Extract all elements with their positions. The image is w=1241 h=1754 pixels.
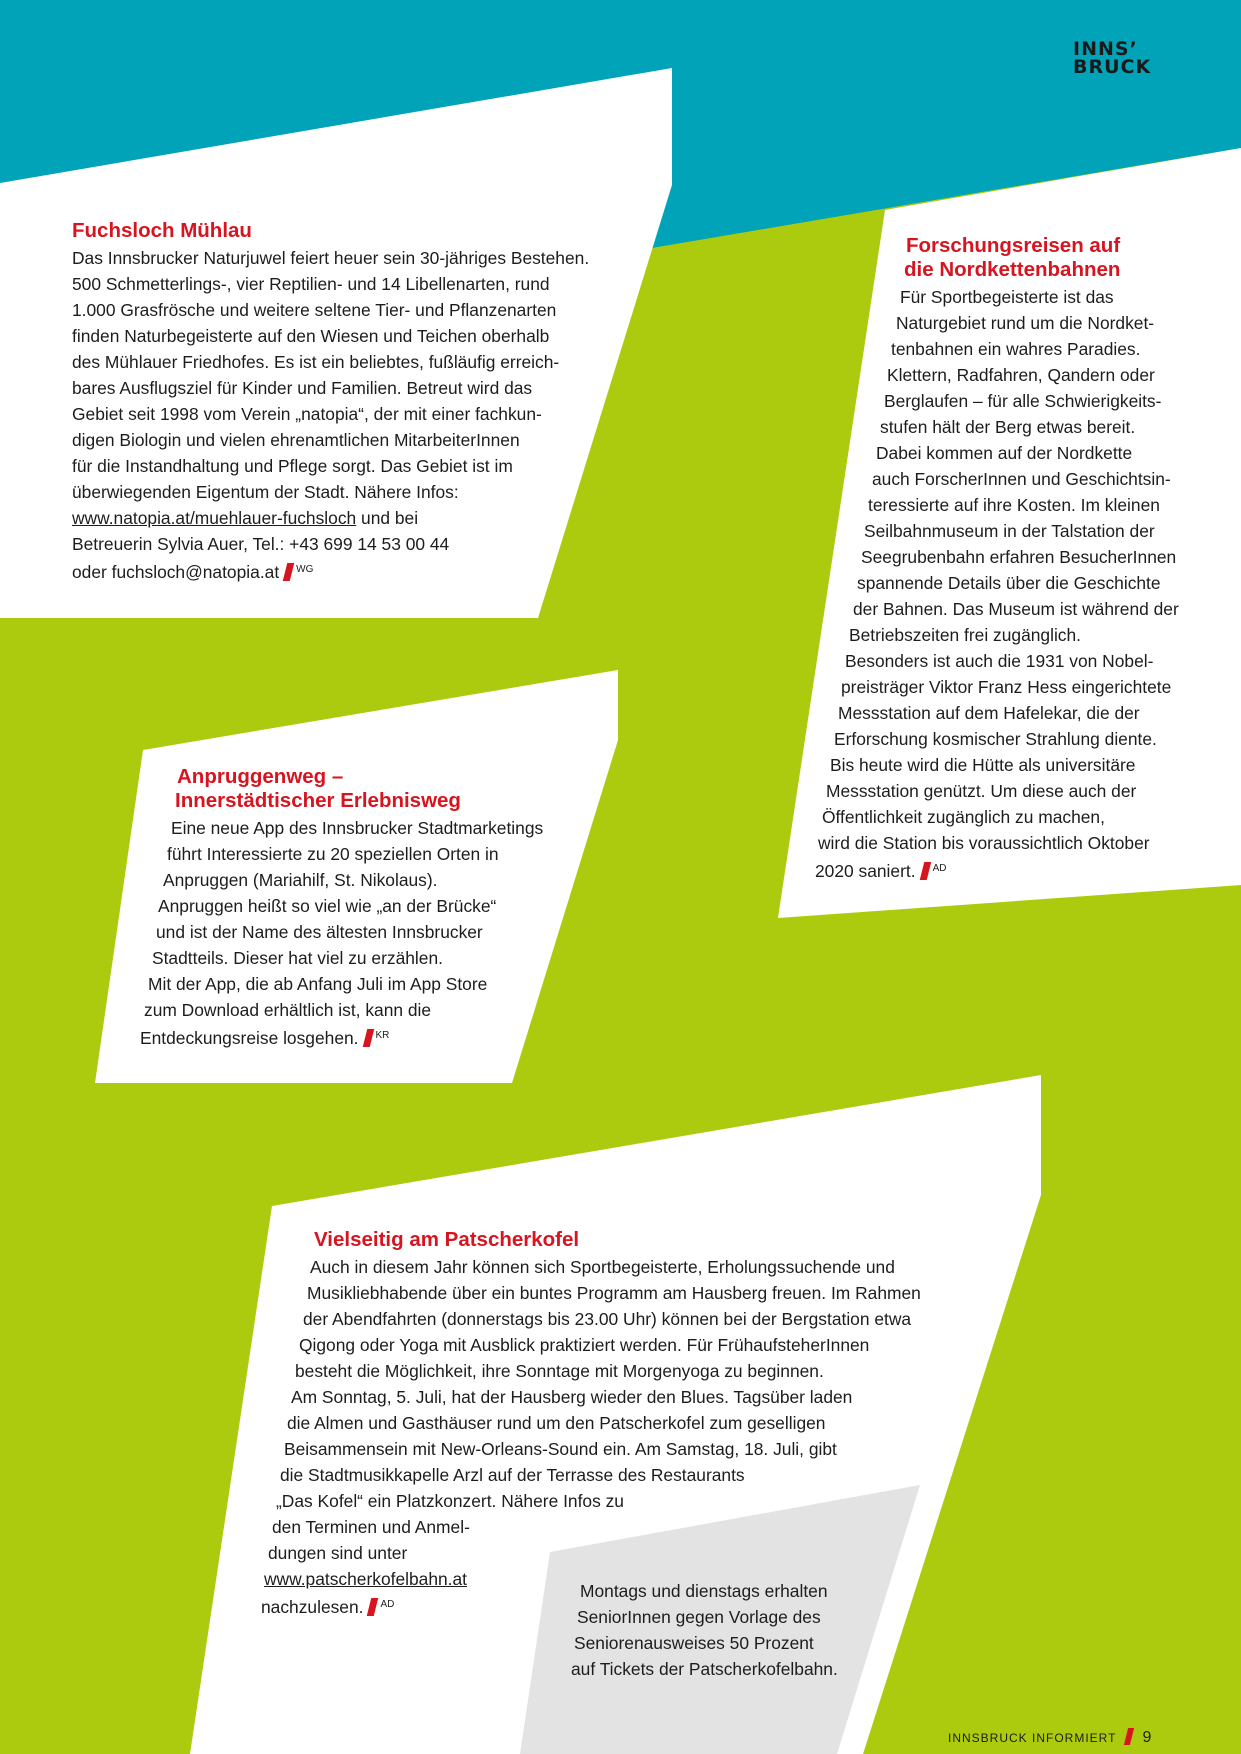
- author-signature: AD: [932, 863, 947, 874]
- article-last-line: [140, 1023, 700, 1051]
- article-line: bares Ausflugsziel für Kinder und Familien. Betreut wird das: [72, 378, 533, 398]
- logo-line-1: INNS’: [1073, 38, 1138, 60]
- article-line: überwiegenden Eigentum der Stadt. Nähere Infos:: [72, 482, 459, 502]
- article-line: Besonders ist auch die 1931 von Nobel-: [845, 651, 1154, 671]
- article-line: Dabei kommen auf der Nordkette: [876, 443, 1133, 463]
- article-line: Öffentlichkeit zugänglich zu machen,: [822, 807, 1105, 827]
- infobox-line: Montags und dienstags erhalten: [580, 1581, 828, 1601]
- article-line: Gebiet seit 1998 vom Verein „natopia“, der mit einer fachkun-: [72, 404, 542, 424]
- article-line: Auch in diesem Jahr können sich Sportbegeisterte, Erholungssuchende und: [310, 1257, 895, 1277]
- article-line: Am Sonntag, 5. Juli, hat der Hausberg wieder den Blues. Tagsüber laden: [291, 1387, 853, 1407]
- article-title: Fuchsloch Mühlau: [72, 219, 252, 242]
- infobox-line: auf Tickets der Patscherkofelbahn.: [571, 1659, 838, 1679]
- innsbruck-logo: [1073, 40, 1151, 76]
- article-line: Messstation genützt. Um diese auch der: [826, 781, 1137, 801]
- natopia-link[interactable]: www.natopia.at/muehlauer-fuchsloch: [72, 508, 357, 528]
- article-line: Naturgebiet rund um die Nordket-: [896, 313, 1155, 333]
- article-line: Musikliebhabende über ein buntes Programm am Hausberg freuen. Im Rahmen: [307, 1283, 921, 1303]
- article-line: Betriebszeiten frei zugänglich.: [849, 625, 1082, 645]
- article-line: Seilbahnmuseum in der Talstation der: [864, 521, 1155, 541]
- infobox-line: Seniorenausweises 50 Prozent: [574, 1633, 814, 1653]
- article-line: den Terminen und Anmel-: [272, 1517, 470, 1537]
- logo-line-2: BRUCK: [1073, 56, 1152, 78]
- article-line: Eine neue App des Innsbrucker Stadtmarketings: [171, 818, 544, 838]
- article-line: digen Biologin und vielen ehrenamtlichen MitarbeiterInnen: [72, 430, 520, 450]
- article-line: der Abendfahrten (donnerstags bis 23.00 Uhr) können bei der Bergstation etwa: [303, 1309, 912, 1329]
- article-line: „Das Kofel“ ein Platzkonzert. Nähere Infos zu: [276, 1491, 624, 1511]
- article-title: Vielseitig am Patscherkofel: [314, 1228, 580, 1251]
- article-title-line-1: Forschungsreisen auf: [906, 234, 1121, 257]
- article-last-line: [815, 856, 1241, 884]
- article-line: stufen hält der Berg etwas bereit.: [880, 417, 1136, 437]
- article-line: preisträger Viktor Franz Hess eingerichtete: [841, 677, 1172, 697]
- article-line: und ist der Name des ältesten Innsbrucker: [156, 922, 483, 942]
- article-line: auch ForscherInnen und Geschichtsin-: [872, 469, 1171, 489]
- author-signature: KR: [375, 1030, 390, 1041]
- article-line-text: Entdeckungsreise losgehen.: [140, 1028, 359, 1048]
- article-line: finden Naturbegeisterte auf den Wiesen und Teichen oberhalb: [72, 326, 550, 346]
- article-line: 1.000 Grasfrösche und weitere seltene Tier- und Pflanzenarten: [72, 300, 557, 320]
- article-patscherkofel: [0, 1228, 1241, 1620]
- article-line: besteht die Möglichkeit, ihre Sonntage mit Morgenyoga zu beginnen.: [295, 1361, 824, 1381]
- senioren-infobox: [0, 1578, 1241, 1682]
- patscherkofelbahn-link[interactable]: www.patscherkofelbahn.at: [264, 1569, 468, 1589]
- article-title-line-2: Innerstädtischer Erlebnisweg: [175, 789, 461, 812]
- article-line: Seegrubenbahn erfahren BesucherInnen: [861, 547, 1177, 567]
- article-line: für die Instandhaltung und Pflege sorgt. Das Gebiet ist im: [72, 456, 513, 476]
- author-signature: WG: [296, 564, 314, 575]
- article-line: 500 Schmetterlings-, vier Reptilien- und 14 Libellenarten, rund: [72, 274, 550, 294]
- article-line: Beisammensein mit New-Orleans-Sound ein. Am Samstag, 18. Juli, gibt: [284, 1439, 837, 1459]
- page-number: 9: [1142, 1729, 1152, 1746]
- article-line: die Almen und Gasthäuser rund um den Patscherkofel zum geselligen: [287, 1413, 826, 1433]
- article-line: Erforschung kosmischer Strahlung diente.: [834, 729, 1157, 749]
- red-slash-icon: [919, 862, 930, 880]
- article-line: der Bahnen. Das Museum ist während der: [853, 599, 1179, 619]
- article-line: Das Innsbrucker Naturjuwel feiert heuer sein 30-jähriges Bestehen.: [72, 248, 590, 268]
- article-line: die Stadtmusikkapelle Arzl auf der Terrasse des Restaurants: [280, 1465, 745, 1485]
- link-suffix: und bei: [356, 508, 419, 528]
- red-slash-icon: [362, 1029, 373, 1047]
- article-title-line-1: Anpruggenweg –: [177, 765, 344, 788]
- article-line: Klettern, Radfahren, Qandern oder: [887, 365, 1155, 385]
- article-line: spannende Details über die Geschichte: [857, 573, 1161, 593]
- publication-name: INNSBRUCK INFORMIERT: [948, 1731, 1117, 1745]
- article-line-text: oder fuchsloch@natopia.at: [72, 562, 280, 582]
- article-line: Qigong oder Yoga mit Ausblick praktiziert werden. Für FrühaufsteherInnen: [299, 1335, 870, 1355]
- red-slash-icon: [1124, 1728, 1134, 1745]
- article-line: teressierte auf ihre Kosten. Im kleinen: [868, 495, 1160, 515]
- page-footer: [948, 1728, 1151, 1747]
- article-line: Anpruggen (Mariahilf, St. Nikolaus).: [163, 870, 438, 890]
- article-line: führt Interessierte zu 20 speziellen Orten in: [167, 844, 499, 864]
- article-line: Anpruggen heißt so viel wie „an der Brücke“: [158, 896, 497, 916]
- article-title-line-2: die Nordkettenbahnen: [904, 258, 1121, 281]
- article-line: Bis heute wird die Hütte als universitäre: [830, 755, 1136, 775]
- article-line: wird die Station bis voraussichtlich Oktober: [818, 833, 1150, 853]
- author-signature: AD: [380, 1599, 395, 1610]
- article-line: Berglaufen – für alle Schwierigkeits-: [884, 391, 1162, 411]
- article-line: des Mühlauer Friedhofes. Es ist ein beliebtes, fußläufig erreich-: [72, 352, 560, 372]
- article-line: Betreuerin Sylvia Auer, Tel.: +43 699 14 53 00 44: [72, 534, 450, 554]
- article-line-text: 2020 saniert.: [815, 861, 916, 881]
- article-line: Für Sportbegeisterte ist das: [900, 287, 1114, 307]
- infobox-line: SeniorInnen gegen Vorlage des: [577, 1607, 821, 1627]
- article-line: dungen sind unter: [268, 1543, 408, 1563]
- article-line: Stadtteils. Dieser hat viel zu erzählen.: [152, 948, 443, 968]
- article-line-text: nachzulesen.: [261, 1597, 364, 1617]
- article-line: Messstation auf dem Hafelekar, die der: [838, 703, 1140, 723]
- article-line: Mit der App, die ab Anfang Juli im App Store: [148, 974, 488, 994]
- article-line: tenbahnen ein wahres Paradies.: [891, 339, 1141, 359]
- article-line: zum Download erhältlich ist, kann die: [144, 1000, 432, 1020]
- article-anpruggen: [0, 765, 700, 1051]
